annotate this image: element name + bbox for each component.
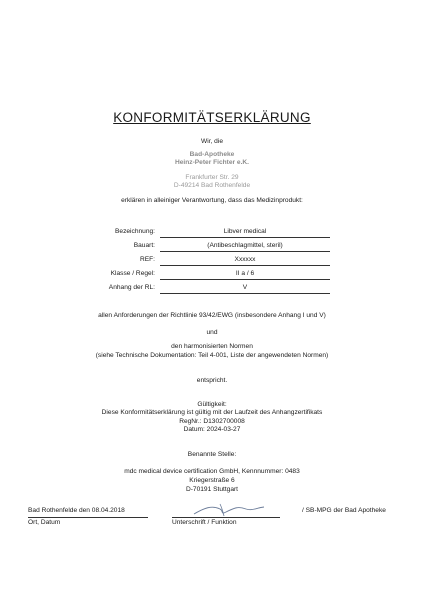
notified-body-name: mdc medical device certification GmbH, Kennnummer: 0483: [124, 468, 300, 475]
norms-text: den harmonisierten Normen: [171, 343, 253, 350]
field-underline: [160, 265, 330, 266]
company-street: Frankfurter Str. 29: [185, 174, 239, 181]
field-value-annex: V: [242, 284, 248, 291]
notified-body-city: D-70191 Stuttgart: [185, 486, 239, 493]
signature-label: Unterschrift / Funktion: [172, 519, 237, 526]
validity-date: Datum: 2024-03-27: [183, 426, 241, 433]
field-label-type: Bauart:: [133, 242, 155, 249]
notified-body-heading: Benannte Stelle:: [187, 451, 237, 458]
field-value-designation: Libver medical: [223, 228, 267, 235]
validity-regnr: RegNr.: D1302700008: [179, 418, 245, 425]
company-city: D-49214 Bad Rothenfelde: [173, 182, 251, 189]
place-date-label: Ort, Datum: [28, 519, 61, 526]
field-underline: [160, 251, 330, 252]
page-title: KONFORMITÄTSERKLÄRUNG: [113, 110, 311, 125]
company-owner: Heinz-Peter Fichter e.K.: [174, 159, 249, 166]
and-text: und: [206, 329, 218, 336]
field-value-type: (Antibeschlagmittel, steril): [207, 242, 283, 249]
field-underline: [160, 237, 330, 238]
field-value-ref: Xxxxxx: [234, 256, 256, 263]
declaration-text: erklären in alleiniger Verantwortung, dass das Medizinprodukt:: [121, 197, 303, 204]
field-label-ref: REF:: [139, 256, 155, 263]
requirements-text: allen Anforderungen der Richtlinie 93/42/EWG (insbesondere Anhang I und V): [98, 312, 326, 319]
norms-reference: (siehe Technische Dokumentation: Teil 4-001, Liste der angewendeten Normen): [95, 352, 329, 359]
field-value-class: II a / 6: [235, 270, 255, 277]
field-label-designation: Bezeichnung:: [115, 228, 155, 235]
signer-role: / SB-MPG der Bad Apotheke: [302, 507, 386, 514]
company-name: Bad-Apotheke: [189, 151, 235, 158]
field-underline: [160, 279, 330, 280]
field-label-annex: Anhang der RL:: [108, 284, 155, 291]
place-date-line: [28, 517, 148, 518]
notified-body-street: Kriegerstraße 6: [189, 477, 235, 484]
validity-heading: Gültigkeit:: [197, 401, 227, 408]
validity-text: Diese Konformitätserklärung ist gültig mit der Laufzeit des Anhangzertifikats: [101, 409, 323, 416]
field-underline: [160, 293, 330, 294]
field-label-class: Klasse / Regel:: [110, 270, 155, 277]
intro-text: Wir, die: [201, 138, 223, 145]
place-date-value: Bad Rothenfelde den 08.04.2018: [28, 507, 125, 514]
complies-text: entspricht.: [196, 377, 228, 384]
signature-line: [172, 517, 280, 518]
